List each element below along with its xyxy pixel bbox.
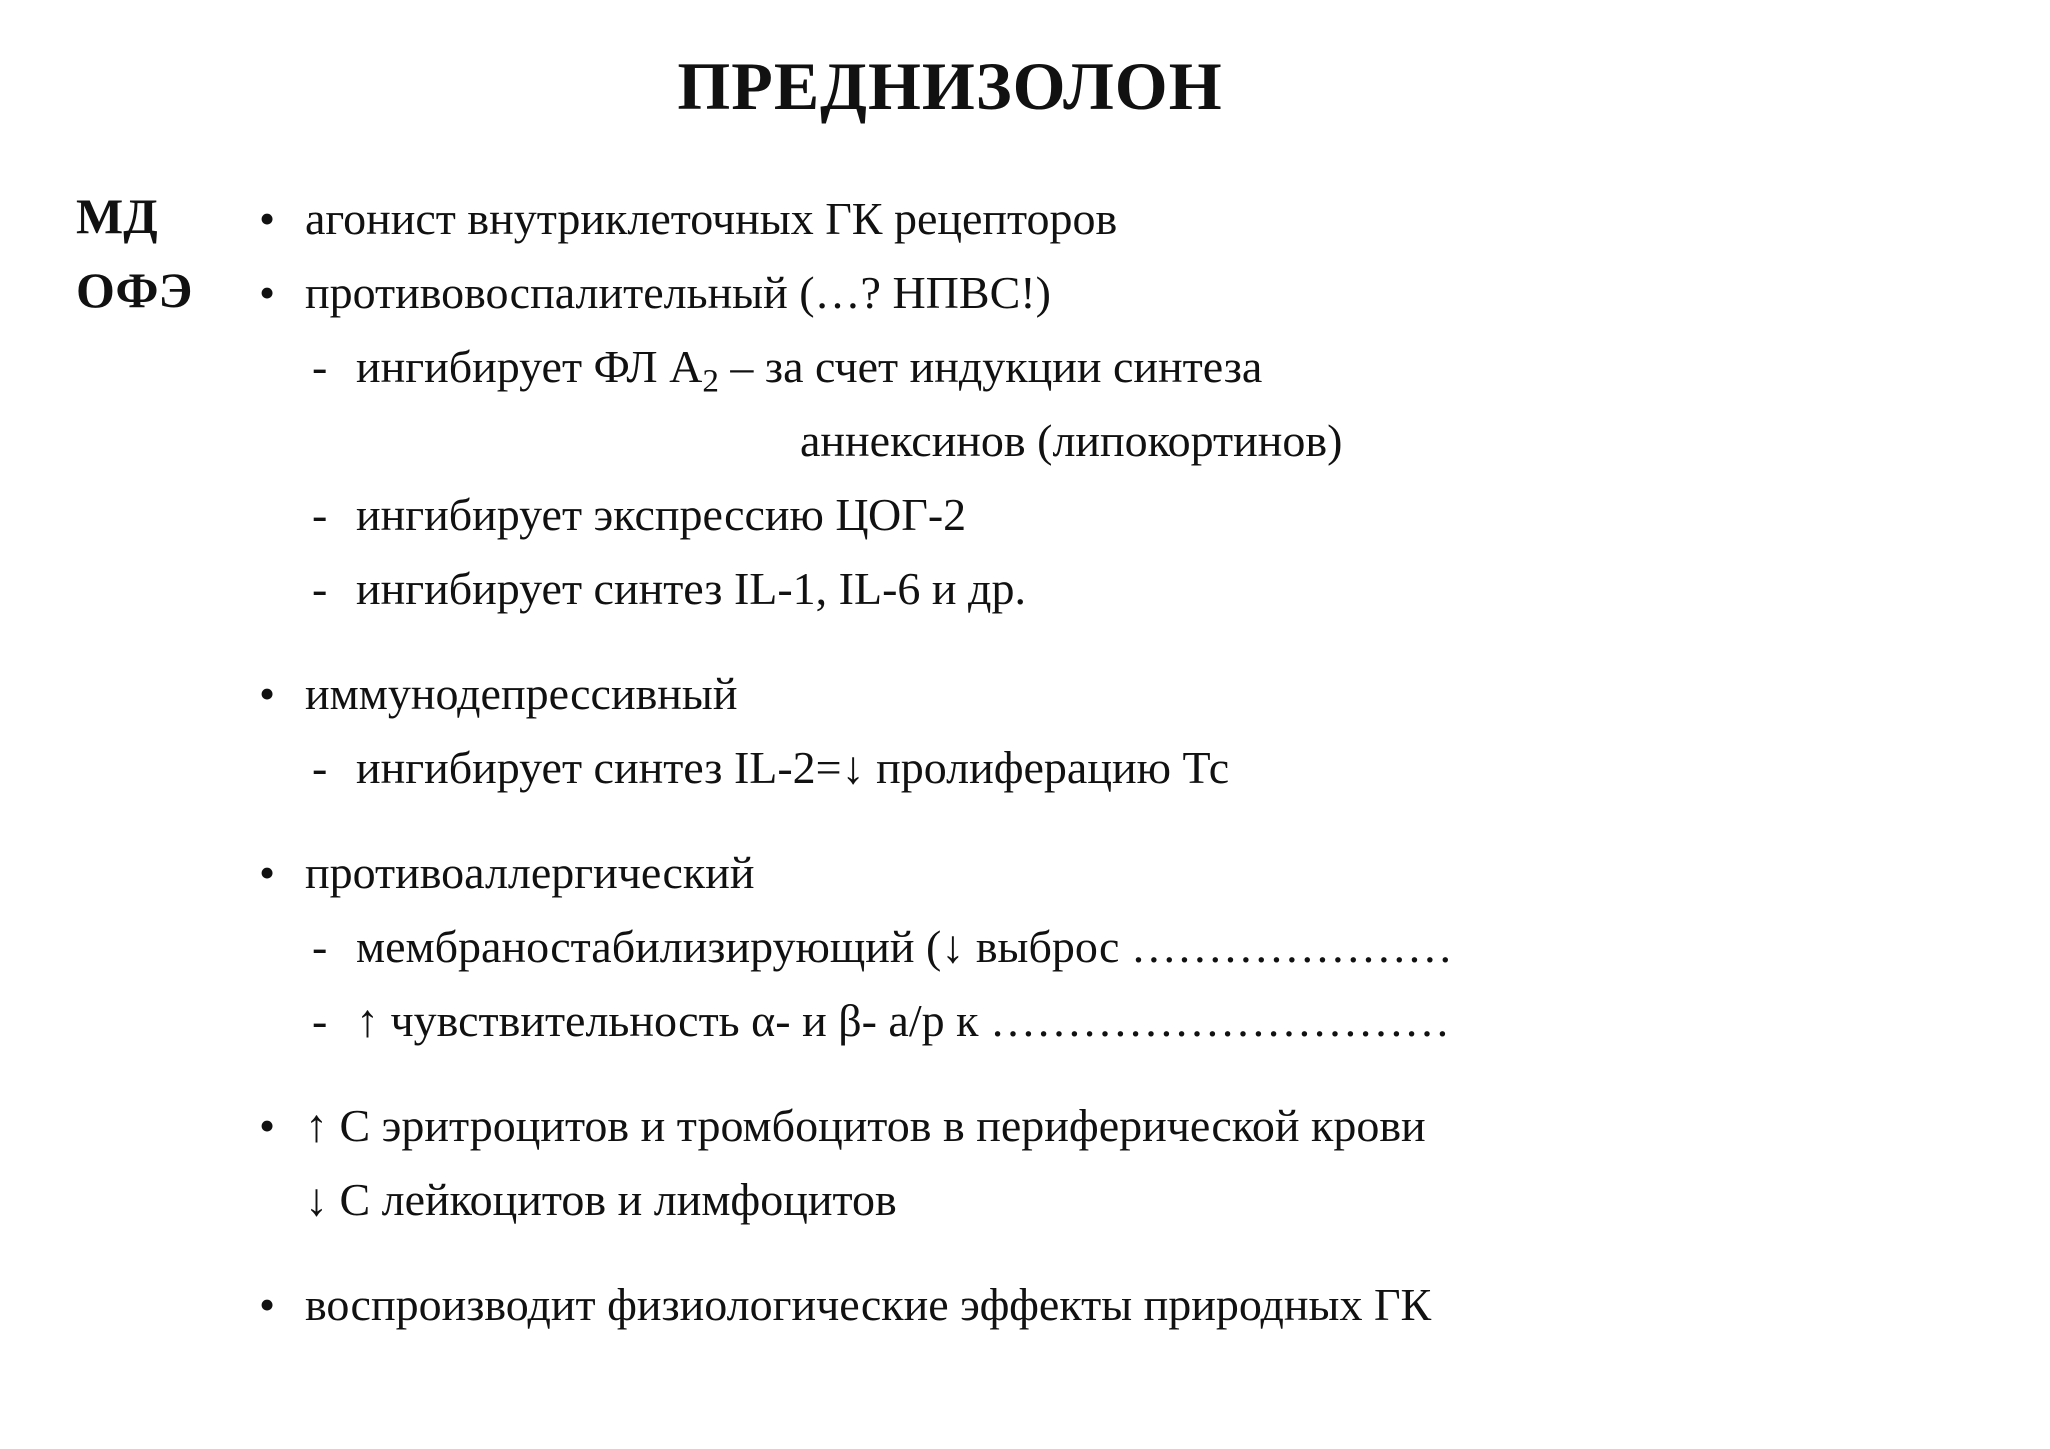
bullet-marker: • [259, 193, 276, 244]
bullet-marker: • [259, 1279, 276, 1330]
subitem-fla2 [356, 341, 1263, 400]
item-agonist: агонист внутриклеточных ГК рецепторов [305, 193, 1118, 244]
dash-marker: - [312, 921, 328, 972]
slide-title: ПРЕДНИЗОЛОН [677, 48, 1223, 124]
subitem-cox2: ингибирует экспрессию ЦОГ-2 [356, 489, 967, 540]
bullet-marker: • [259, 847, 276, 898]
dash-marker: - [312, 341, 328, 392]
dash-marker: - [312, 742, 328, 793]
dash-marker: - [312, 563, 328, 614]
item-physiological: воспроизводит физиологические эффекты природных ГК [305, 1279, 1432, 1330]
subitem-fla2-post: – за счет индукции синтеза [718, 341, 1263, 392]
bullet-marker: • [259, 1100, 276, 1151]
subitem-fla2-pre: ингибирует ФЛ А [356, 341, 703, 392]
md-label: МД [76, 188, 158, 244]
item-blood-increase: ↑ С эритроцитов и тромбоцитов в периферической крови [305, 1100, 1426, 1151]
dash-marker: - [312, 489, 328, 540]
subitem-fla2-sub: 2 [702, 362, 719, 400]
dash-marker: - [312, 995, 328, 1046]
subitem-il1-il6: ингибирует синтез IL-1, IL-6 и др. [356, 563, 1026, 614]
item-antiallergic: противоаллергический [305, 847, 755, 898]
item-immunosuppressive: иммунодепрессивный [305, 668, 738, 719]
bullet-marker: • [259, 668, 276, 719]
subitem-fla2-continuation: аннексинов (липокортинов) [800, 415, 1343, 466]
item-anti-inflammatory: противовоспалительный (…? НПВС!) [305, 267, 1051, 318]
subitem-membrane: мембраностабилизирующий (↓ выброс ………………… [356, 921, 1453, 972]
bullet-marker: • [259, 267, 276, 318]
item-blood-decrease: ↓ С лейкоцитов и лимфоцитов [305, 1174, 897, 1225]
subitem-sensitivity: ↑ чувствительность α- и β- а/р к ………………………… [356, 995, 1450, 1046]
subitem-il2: ингибирует синтез IL-2=↓ пролиферацию Тс [356, 742, 1230, 793]
ofe-label: ОФЭ [76, 262, 193, 318]
